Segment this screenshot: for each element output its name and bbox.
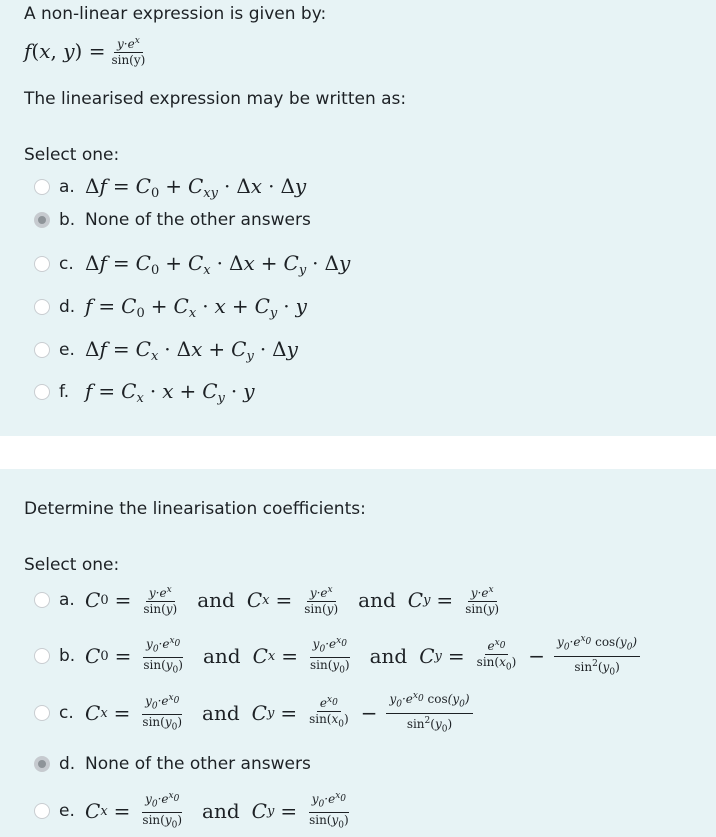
question-1-intro: A non-linear expression is given by: (24, 4, 327, 24)
function-fraction: $\frac{y\cdot e^x}{\sin(y)}$ (111, 36, 146, 67)
q2-option-d[interactable]: d. None of the other answers (34, 749, 311, 779)
q2-option-a-equation: C 0 = $\frac{y\cdot e^x}{\sin(y)}$ and C x = $\frac{y\cdot e^x}{\sin(y)}$ and C y = $\frac{y\cdot e^x}{\sin(y)}$ (85, 585, 500, 616)
q2-radio-d[interactable] (34, 756, 50, 772)
question-2-panel (0, 469, 716, 837)
q1-option-f[interactable]: f. $f = C_x \cdot x + C_y \cdot y$ (34, 377, 255, 407)
q2-option-b-equation: C 0 = $\frac{y_0\cdot e^{x_0}}{\sin(y_0)}$ and C x = $\frac{y_0\cdot e^{x_0}}{\sin(y_0)}$ and C y = $\frac{e^{x_0}}{\sin(x_0)}$ − $\frac{y_0\cdot e^{x_0} \cos(y_0)}{\sin^2(y_0)}$ (85, 632, 643, 680)
q1-radio-c[interactable] (34, 256, 50, 272)
question-1-prompt: The linearised expression may be written as: (24, 89, 407, 109)
function-definition: f ( x , y ) = $\frac{y\cdot e^x}{\sin(y)}$ (24, 34, 151, 68)
q1-option-f-equation: $f = C_x \cdot x + C_y \cdot y$ (85, 378, 255, 406)
q1-radio-a[interactable] (34, 179, 50, 195)
q1-radio-d[interactable] (34, 299, 50, 315)
q1-option-e[interactable]: e. $\Delta f = C_x \cdot \Delta x + C_y \cdot \Delta y$ (34, 335, 298, 365)
select-one-label: Select one: (24, 145, 120, 165)
q2-radio-a[interactable] (34, 592, 50, 608)
q1-option-c-equation: $\Delta f = C_0 + C_x \cdot \Delta x + C_y \cdot \Delta y$ (85, 250, 351, 278)
q1-radio-e[interactable] (34, 342, 50, 358)
q1-option-d[interactable]: d. $f = C_0 + C_x \cdot x + C_y \cdot y$ (34, 292, 307, 322)
q2-option-b[interactable]: b. C 0 = $\frac{y_0\cdot e^{x_0}}{\sin(y_0)}$ and C x = $\frac{y_0\cdot e^{x_0}}{\sin(y_0)}$ and C y = $\frac{e^{x_0}}{\sin(x_0)}$ − $\frac{y_0\cdot e^{x_0} \cos(y_0)}{\sin^2(y_0)}$ (34, 641, 643, 671)
q2-option-c-equation: C x = $\frac{y_0\cdot e^{x_0}}{\sin(y_0)}$ and C y = $\frac{e^{x_0}}{\sin(x_0)}$ − $\frac{y_0\cdot e^{x_0} \cos(y_0)}{\sin^2(y_0)}$ (85, 689, 476, 737)
q1-radio-b[interactable] (34, 212, 50, 228)
question-2-prompt: Determine the linearisation coefficients: (24, 499, 366, 519)
q2-radio-e[interactable] (34, 803, 50, 819)
q1-option-c[interactable]: c. $\Delta f = C_0 + C_x \cdot \Delta x + C_y \cdot \Delta y$ (34, 249, 350, 279)
q2-option-a[interactable]: a. C 0 = $\frac{y\cdot e^x}{\sin(y)}$ and C x = $\frac{y\cdot e^x}{\sin(y)}$ and C y = $\frac{y\cdot e^x}{\sin(y)}$ (34, 585, 505, 615)
q1-option-b[interactable]: b. None of the other answers (34, 205, 311, 235)
q2-radio-c[interactable] (34, 705, 50, 721)
q1-option-d-equation: $f = C_0 + C_x \cdot x + C_y \cdot y$ (85, 293, 307, 321)
q1-option-e-equation: $\Delta f = C_x \cdot \Delta x + C_y \cdot \Delta y$ (85, 336, 298, 364)
q2-radio-b[interactable] (34, 648, 50, 664)
q1-option-a-equation: $\Delta f = C_0 + C_{xy} \cdot \Delta x \cdot \Delta y$ (85, 173, 307, 201)
q2-option-e[interactable]: e. C x = $\frac{y_0\cdot e^{x_0}}{\sin(y_0)}$ and C y = $\frac{y_0\cdot e^{x_0}}{\sin(y_0)}$ (34, 796, 355, 826)
select-one-label-2: Select one: (24, 555, 120, 575)
q2-option-c[interactable]: c. C x = $\frac{y_0\cdot e^{x_0}}{\sin(y_0)}$ and C y = $\frac{e^{x_0}}{\sin(x_0)}$ − $\frac{y_0\cdot e^{x_0} \cos(y_0)}{\sin^2(y_0)}$ (34, 698, 476, 728)
q1-option-a[interactable]: a. $\Delta f = C_0 + C_{xy} \cdot \Delta x \cdot \Delta y$ (34, 172, 306, 202)
q2-option-e-equation: C x = $\frac{y_0\cdot e^{x_0}}{\sin(y_0)}$ and C y = $\frac{y_0\cdot e^{x_0}}{\sin(y_0)}$ (85, 790, 349, 831)
q1-radio-f[interactable] (34, 384, 50, 400)
